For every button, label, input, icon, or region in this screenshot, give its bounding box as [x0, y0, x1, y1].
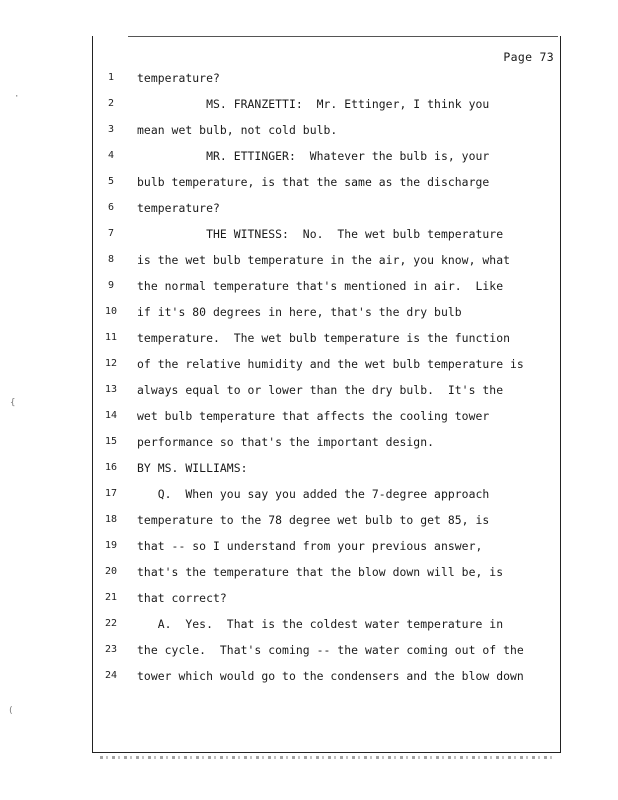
transcript-line: that's the temperature that the blow down will be, is: [137, 565, 504, 579]
top-rule: [128, 36, 558, 37]
line-number: 13: [104, 384, 118, 395]
line-number: 14: [104, 410, 118, 421]
margin-mark: (: [8, 706, 14, 716]
transcript-line: mean wet bulb, not cold bulb.: [137, 123, 338, 137]
line-number: 4: [107, 150, 115, 161]
line-number: 10: [104, 306, 118, 317]
line-number: 21: [104, 592, 118, 603]
transcript-line: that -- so I understand from your previous answer,: [137, 539, 483, 553]
transcript-body: [137, 70, 557, 694]
line-number: 2: [107, 98, 115, 109]
line-number: 20: [104, 566, 118, 577]
transcript-line: MR. ETTINGER: Whatever the bulb is, your: [137, 149, 490, 163]
line-number: 11: [104, 332, 118, 343]
line-number: 24: [104, 670, 118, 681]
transcript-line: BY MS. WILLIAMS:: [137, 461, 248, 475]
line-number: 16: [104, 462, 118, 473]
line-number: 1: [107, 72, 115, 83]
transcript-line: Q. When you say you added the 7-degree approach: [137, 487, 490, 501]
transcript-line: that correct?: [137, 591, 227, 605]
line-number: 15: [104, 436, 118, 447]
margin-mark: ·: [14, 92, 20, 102]
transcript-line: temperature to the 78 degree wet bulb to get 85, is: [137, 513, 490, 527]
transcript-line: the cycle. That's coming -- the water coming out of the: [137, 643, 524, 657]
line-number: 6: [107, 202, 115, 213]
transcript-line: bulb temperature, is that the same as the discharge: [137, 175, 490, 189]
bottom-scan-artifact: [100, 756, 556, 759]
transcript-line: temperature. The wet bulb temperature is the function: [137, 331, 511, 345]
line-number: 12: [104, 358, 118, 369]
transcript-line: is the wet bulb temperature in the air, you know, what: [137, 253, 511, 267]
line-number: 8: [107, 254, 115, 265]
margin-mark: {: [10, 398, 16, 408]
line-number: 7: [107, 228, 115, 239]
page-number: Page 73: [503, 50, 554, 64]
line-number: 22: [104, 618, 118, 629]
line-number: 23: [104, 644, 118, 655]
line-number: 19: [104, 540, 118, 551]
line-number: 3: [107, 124, 115, 135]
line-number-column: [98, 70, 124, 694]
transcript-line: if it's 80 degrees in here, that's the dry bulb: [137, 305, 462, 319]
line-number: 5: [107, 176, 115, 187]
transcript-line: the normal temperature that's mentioned in air. Like: [137, 279, 504, 293]
transcript-line: wet bulb temperature that affects the cooling tower: [137, 409, 490, 423]
transcript-line: tower which would go to the condensers and the blow down: [137, 669, 524, 683]
transcript-line: always equal to or lower than the dry bulb. It's the: [137, 383, 504, 397]
transcript-line: THE WITNESS: No. The wet bulb temperature: [137, 227, 504, 241]
line-number: 9: [107, 280, 115, 291]
transcript-line: of the relative humidity and the wet bulb temperature is: [137, 357, 524, 371]
line-number: 18: [104, 514, 118, 525]
transcript-line: A. Yes. That is the coldest water temperature in: [137, 617, 504, 631]
line-number: 17: [104, 488, 118, 499]
transcript-line: performance so that's the important design.: [137, 435, 435, 449]
transcript-line: temperature?: [137, 71, 220, 85]
transcript-line: MS. FRANZETTI: Mr. Ettinger, I think you: [137, 97, 490, 111]
transcript-line: temperature?: [137, 201, 220, 215]
